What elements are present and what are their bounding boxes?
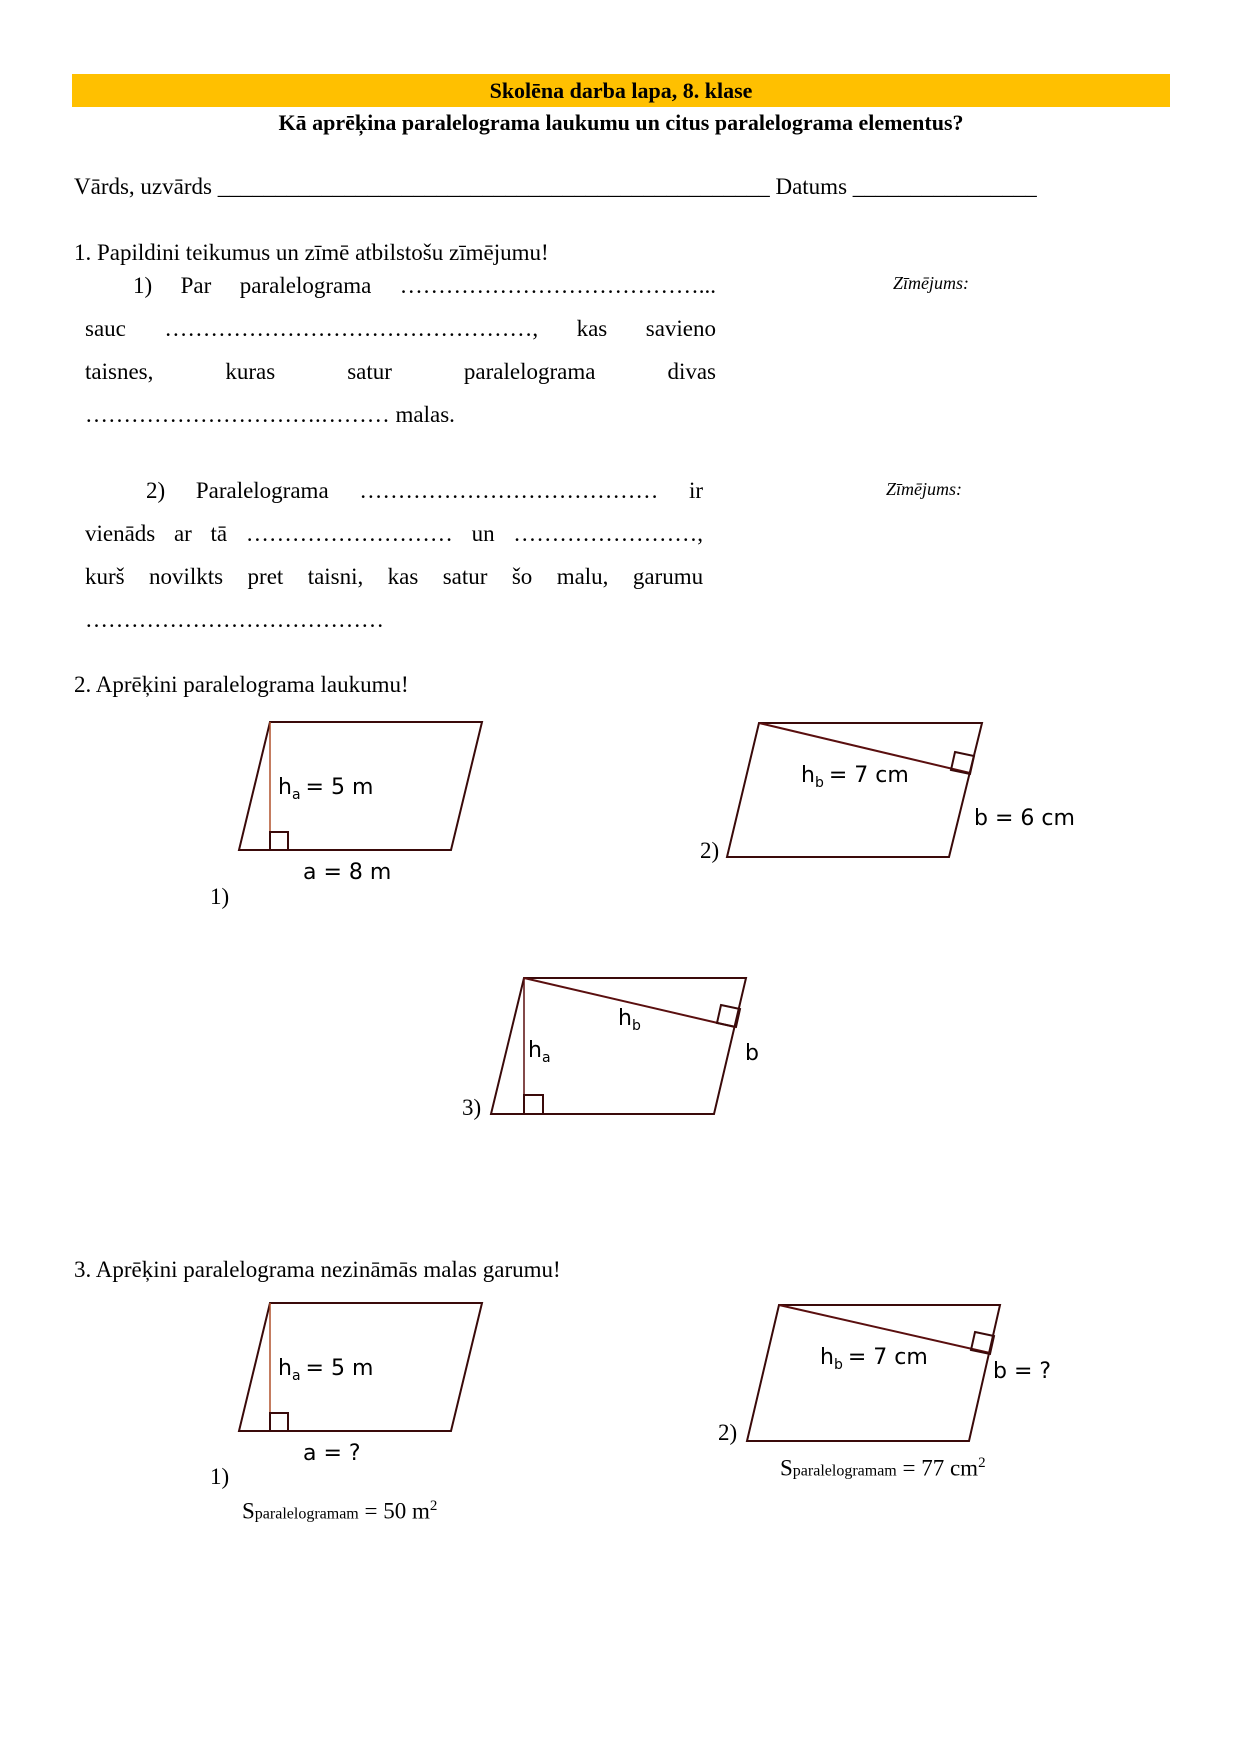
- date-blank[interactable]: ________________: [852, 174, 1037, 199]
- height-b-label: $h_b$: [618, 1006, 641, 1034]
- date-label: Datums: [775, 174, 848, 199]
- height-label: $h_a = 5$ m: [278, 1356, 374, 1384]
- height-label: $h_b = 7$ cm: [820, 1345, 928, 1373]
- side-label: b = 6 cm: [974, 806, 1075, 831]
- task2-fig2-number: 2): [700, 838, 720, 863]
- task1-item2-line4: …………………………………: [85, 607, 384, 632]
- parallelogram-shape: [747, 1305, 1000, 1441]
- drawing-label-2: Zīmējums:: [886, 479, 962, 499]
- task3-fig1-area: Sparalelogramam = 50 $m^2$: [242, 1498, 438, 1524]
- worksheet-title: Skolēna darba lapa, 8. klase: [72, 74, 1170, 107]
- name-label: Vārds, uzvārds: [74, 174, 212, 199]
- height-label: $h_a = 5$ m: [278, 775, 374, 803]
- task1-item2-line1: 2) Paralelograma ………………………………… ir: [146, 478, 704, 503]
- task2-fig3-number: 3): [462, 1095, 482, 1120]
- name-blank[interactable]: ________________________________________________: [217, 174, 770, 199]
- side-label: b = ?: [993, 1359, 1052, 1384]
- task3-fig2: [747, 1305, 1051, 1441]
- task3-fig1-number: 1): [210, 1464, 230, 1489]
- base-label: a = 8 m: [303, 860, 392, 885]
- task2-fig1-number: 1): [210, 884, 230, 909]
- task1-item1-line3: taisnes, kuras satur paralelograma divas: [85, 359, 716, 384]
- task2-fig3: [491, 978, 759, 1114]
- worksheet-subtitle: Kā aprēķina paralelograma laukumu un citus paralelograma elementus?: [278, 110, 964, 135]
- task2-fig2: [727, 723, 1075, 857]
- side-label: b: [745, 1041, 759, 1066]
- task2-fig1: [239, 722, 482, 885]
- right-angle-mark: [270, 1413, 288, 1431]
- task3-fig2-number: 2): [718, 1420, 738, 1445]
- task3-fig1: [239, 1303, 482, 1466]
- right-angle-mark-a: [524, 1095, 543, 1114]
- task1-item1-line1: 1) Par paralelograma …………………………………...: [133, 273, 717, 298]
- height-a-label: $h_a$: [528, 1038, 551, 1066]
- task1-item2-line2: vienāds ar tā ……………………… un ……………………,: [85, 521, 704, 546]
- drawing-label-1: Zīmējums:: [893, 273, 969, 293]
- base-label: a = ?: [303, 1441, 361, 1466]
- task1-heading: 1. Papildini teikumus un zīmē atbilstošu zīmējumu!: [74, 240, 549, 265]
- task2-heading: 2. Aprēķini paralelograma laukumu!: [74, 672, 409, 697]
- right-angle-mark: [270, 832, 288, 850]
- task3-heading: 3. Aprēķini paralelograma nezināmās malas garumu!: [74, 1257, 561, 1282]
- task1-item1-line2: sauc …………………………………………, kas savieno: [85, 316, 717, 341]
- task1-item2-line3: kurš novilkts pret taisni, kas satur šo malu, garumu: [85, 564, 704, 589]
- task1-item1-line4: ………………………….……… malas.: [85, 402, 455, 427]
- parallelogram-shape: [727, 723, 982, 857]
- task3-fig2-area: Sparalelogramam = 77 $cm^2$: [780, 1455, 986, 1481]
- height-label: $h_b = 7$ cm: [801, 763, 909, 791]
